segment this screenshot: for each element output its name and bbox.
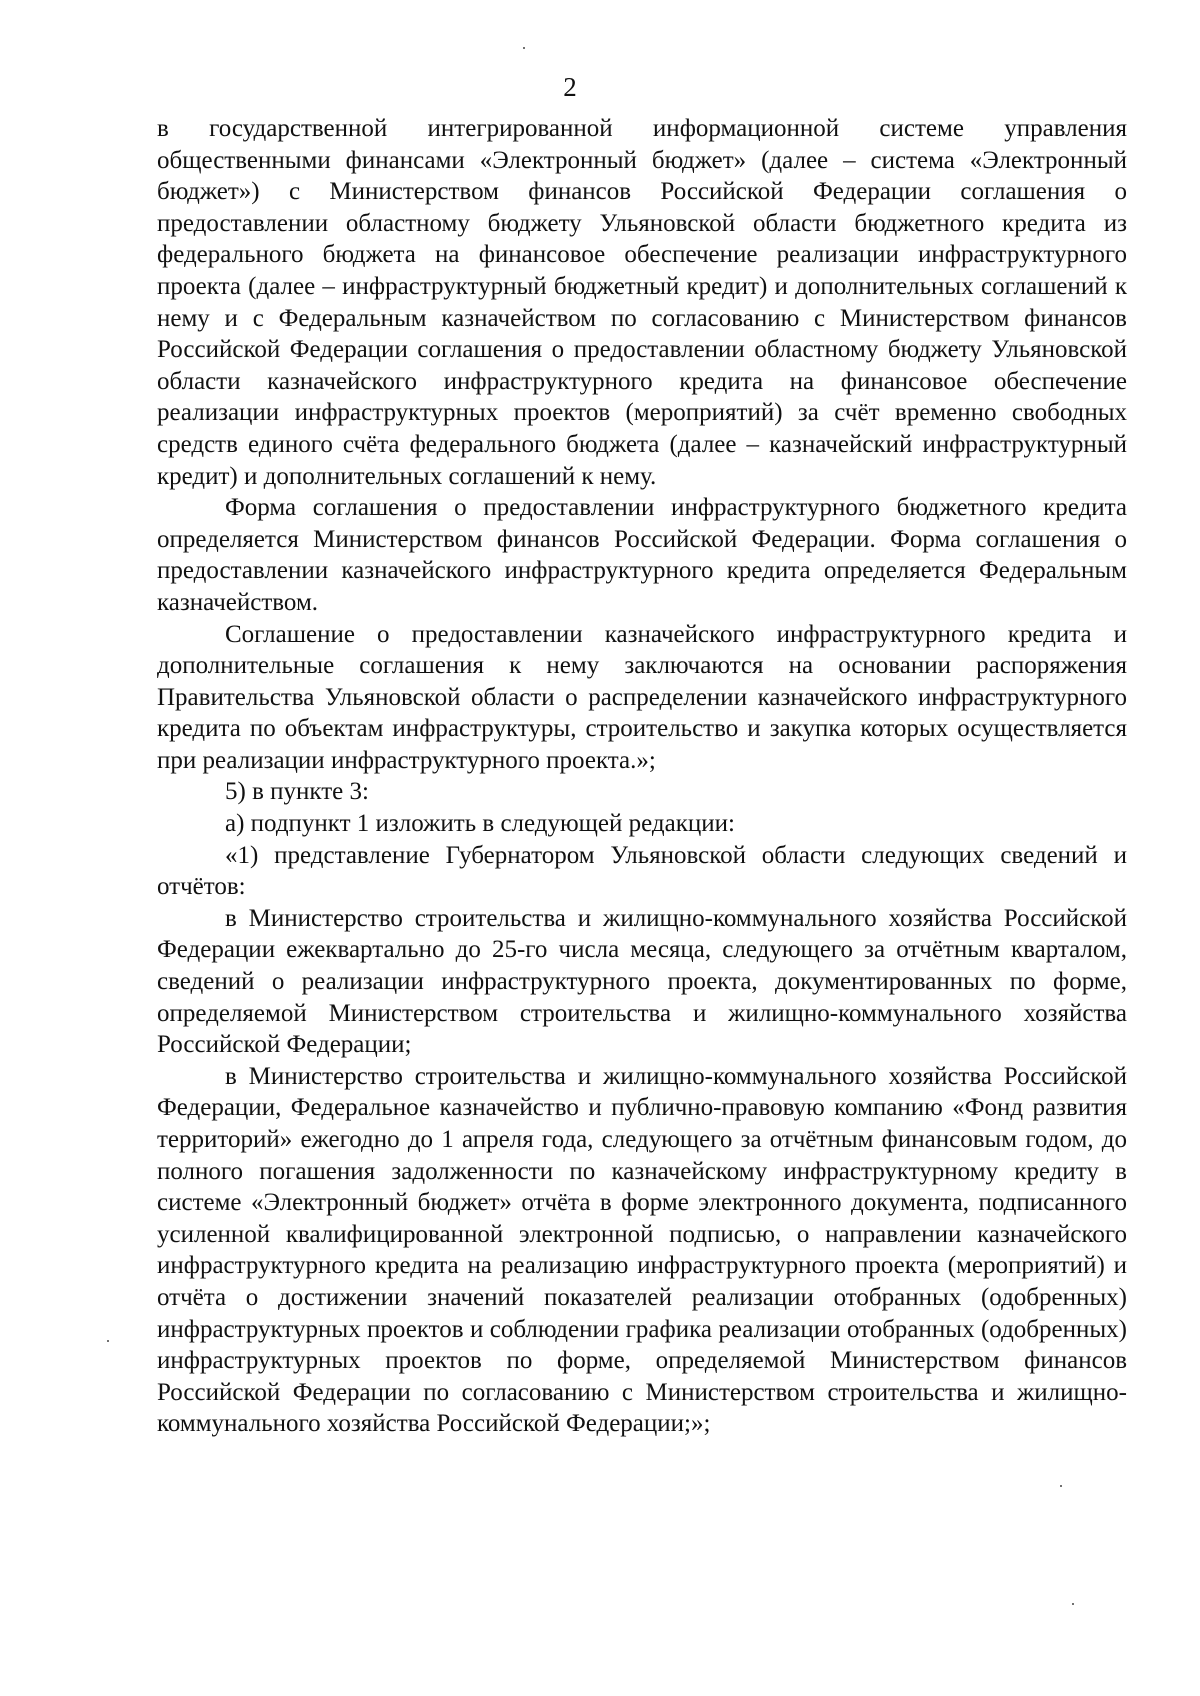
paragraph-agreement-conclusion: Соглашение о предоставлении казначейского инфраструктурного кредита и дополнительные соглашения к нему заключаются на основании распоряжения Правительства Ульяновской области о распределении казначейского инфраструктурного кредита по объектам инфраструктуры, строительство и закупка которых осуществляется при реализации инфраструктурного проекта.»; xyxy=(157,620,1127,774)
paragraph-continuation: в государственной интегрированной информационной системе управления общественными финансами «Электронный бюджет» (далее – система «Электронный бюджет») с Министерством финансов Российской Федерации соглашения о предоставлении областному бюджету Ульяновской области бюджетного кредита из федерального бюджета на финансовое обеспечение реализации инфраструктурного проекта (далее – инфраструктурный бюджетный кредит) и дополнительных соглашений к нему и с Федеральным казначейством по согласованию с Министерством финансов Российской Федерации соглашения о предоставлении областному бюджету Ульяновской области казначейского инфраструктурного кредита на финансовое обеспечение реализации инфраструктурных проектов (мероприятий) за счёт временно свободных средств единого счёта федерального бюджета (далее – казначейский инфраструктурный кредит) и дополнительных соглашений к нему. xyxy=(157,115,1127,490)
paragraph-annual-report: в Министерство строительства и жилищно-коммунального хозяйства Российской Федерации, Федеральное казначейство и публично-правовую компанию «Фонд развития территорий» ежегодно до 1 апреля года, следующего за отчётным финансовым годом, до полного погашения задолженности по казначейскому инфраструктурному кредиту в системе «Электронный бюджет» отчёта в форме электронного документа, подписанного усиленной квалифицированной электронной подписью, о направлении казначейского инфраструктурного кредита на реализацию инфраструктурного проекта (мероприятий) и отчёта о достижении значений показателей реализации отобранных (одобренных) инфраструктурных проектов и соблюдении графика реализации отобранных (одобренных) инфраструктурных проектов по форме, определяемой Министерством финансов Российской Федерации по согласованию с Министерством строительства и жилищно-коммунального хозяйства Российской Федерации;»; xyxy=(157,1062,1127,1438)
scan-speck xyxy=(1060,1485,1062,1487)
paragraph-subitem-1: «1) представление Губернатором Ульяновской области следующих сведений и отчётов: xyxy=(157,841,1127,901)
paragraph-agreement-form: Форма соглашения о предоставлении инфраструктурного бюджетного кредита определяется Министерством финансов Российской Федерации. Форма соглашения о предоставлении казначейского инфраструктурного кредита определяется Федеральным казначейством. xyxy=(157,494,1127,616)
paragraph-item-5: 5) в пункте 3: xyxy=(225,778,369,806)
paragraph-quarterly-report: в Министерство строительства и жилищно-коммунального хозяйства Российской Федерации ежеквартально до 25-го числа месяца, следующего за отчётным кварталом, сведений о реализации инфраструктурного проекта, документированных по форме, определяемой Министерством строительства и жилищно-коммунального хозяйства Российской Федерации; xyxy=(157,904,1127,1059)
paragraph-subitem-a: а) подпункт 1 изложить в следующей редакции: xyxy=(225,810,735,838)
scan-speck xyxy=(107,1340,109,1342)
page-number: 2 xyxy=(563,72,577,102)
scan-speck xyxy=(523,47,525,49)
scan-speck xyxy=(1072,1603,1074,1605)
document-body xyxy=(157,113,1127,1440)
